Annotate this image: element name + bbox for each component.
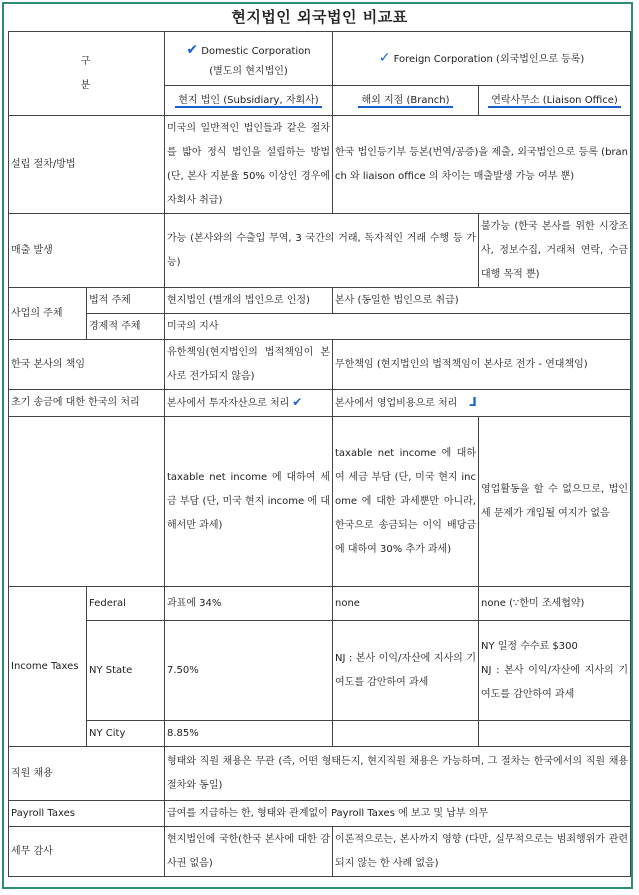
header-foreign — [333, 32, 631, 86]
row-audit-label: 세무 감사 — [9, 827, 165, 877]
row-remit-branch-liaison — [333, 390, 631, 417]
row-setup-subsidiary: 미국의 일반적인 법인들과 같은 절차를 밟아 정식 법인을 설립하는 방법 (단, 본사 지분율 50% 이상인 경우에 자회사 취급) — [165, 116, 333, 214]
row-remit-subsidiary-text: 본사에서 투자자산으로 처리 — [167, 398, 290, 409]
row-liability-subsidiary: 유한책임(현지법인의 법적책임이 본사로 전가되지 않음) — [165, 340, 333, 390]
row-setup-label: 설립 절차/방법 — [9, 116, 165, 214]
check-mark-icon: ✔ — [186, 41, 199, 58]
row-remit-label: 초기 송금에 대한 한국의 처리 — [9, 390, 165, 417]
row-hiring — [9, 747, 631, 801]
row-city-branch — [333, 721, 479, 747]
header-subsidiary — [165, 86, 333, 116]
row-entity-legal — [9, 288, 631, 314]
header-liaison — [479, 86, 631, 116]
row-federal-branch: none — [333, 587, 479, 621]
row-remit-subsidiary — [165, 390, 333, 417]
row-setup — [9, 116, 631, 214]
row-audit-branch-liaison: 이론적으로는, 본사까지 영향 (다만, 실무적으로는 범죄행위가 관련되지 않는 한 사례 없음) — [333, 827, 631, 877]
header-branch-label: 해외 지점 (Branch) — [358, 95, 452, 108]
row-state-label: NY State — [87, 621, 165, 721]
row-federal-label: Federal — [87, 587, 165, 621]
row-entity-econ-value: 미국의 지사 — [165, 314, 631, 340]
row-state-liaison — [479, 621, 631, 721]
row-city-liaison — [479, 721, 631, 747]
row-remit — [9, 390, 631, 417]
row-sales — [9, 214, 631, 288]
header-row — [9, 32, 631, 86]
row-hiring-label: 직원 채용 — [9, 747, 165, 801]
row-payroll-label: Payroll Taxes — [9, 801, 165, 827]
check-mark-icon: ✓ — [378, 49, 391, 66]
row-tax-federal — [9, 587, 631, 621]
row-federal-liaison: none (∵한미 조세협약) — [479, 587, 631, 621]
row-sales-label: 매출 발생 — [9, 214, 165, 288]
row-entity-label: 사업의 주체 — [9, 288, 87, 340]
row-taxbase-label — [9, 417, 165, 587]
row-payroll — [9, 801, 631, 827]
check-mark-icon: ✔ — [292, 395, 303, 409]
row-taxbase-subsidiary: taxable net income 에 대하여 세금 부담 (단, 미국 현지 income 에 대해서만 과세) — [165, 417, 333, 587]
row-taxbase-liaison: 영업활동을 할 수 없으므로, 법인세 문제가 개입될 여지가 없음 — [479, 417, 631, 587]
comparison-table — [8, 31, 631, 877]
page-title: 현지법인 외국법인 비교표 — [231, 8, 408, 26]
row-entity-legal-subsidiary: 현지법인 (별개의 법인으로 인정) — [165, 288, 333, 314]
check-mark-icon: ᒧ — [469, 395, 477, 409]
row-sales-sub-branch: 가능 (본사와의 수출입 무역, 3 국간의 거래, 독자적인 거래 수행 등 가능) — [165, 214, 479, 288]
row-state-liaison-nj: NJ : 본사 이익/자산에 지사의 기여도를 감안하여 과세 — [481, 664, 629, 700]
row-federal-subsidiary: 과표에 34% — [165, 587, 333, 621]
row-state-liaison-fee: NY 일정 수수료 $300 — [481, 640, 578, 652]
row-city-label: NY City — [87, 721, 165, 747]
header-subsidiary-label: 현지 법인 (Subsidiary, 자회사) — [175, 95, 321, 108]
row-hiring-value: 형태와 직원 채용은 무관 (즉, 어떤 형태든지, 현지직원 채용은 가능하며, 그 절차는 한국에서의 직원 채용 절차와 동일) — [165, 747, 631, 801]
row-sales-liaison: 불가능 (한국 본사를 위한 시장조사, 정보수집, 거래처 연락, 수금 대행 목적 뿐) — [479, 214, 631, 288]
row-tax-state — [9, 621, 631, 721]
row-state-subsidiary: 7.50% — [165, 621, 333, 721]
row-income-taxes-label: Income Taxes — [9, 587, 87, 747]
row-liability — [9, 340, 631, 390]
row-remit-branch-liaison-text: 본사에서 영업비용으로 처리 — [335, 398, 458, 409]
row-state-branch: NJ : 본사 이익/자산에 지사의 기여도를 감안하여 과세 — [333, 621, 479, 721]
header-gubun: 구 분 — [9, 32, 165, 116]
row-audit — [9, 827, 631, 877]
row-payroll-value: 급여를 지급하는 한, 형태와 관계없이 Payroll Taxes 에 보고 및 납부 의무 — [165, 801, 631, 827]
row-entity-econ-label: 경제적 주체 — [87, 314, 165, 340]
header-domestic-en: Domestic Corporation — [201, 45, 311, 57]
row-city-subsidiary: 8.85% — [165, 721, 333, 747]
header-domestic — [165, 32, 333, 86]
row-tax-city — [9, 721, 631, 747]
row-entity-econ — [9, 314, 631, 340]
header-branch — [333, 86, 479, 116]
row-setup-branch-liaison: 한국 법인등기부 등본(번역/공증)을 제출, 외국법인으로 등록 (branch 와 liaison office 의 차이는 매출발생 가능 여부 뿐) — [333, 116, 631, 214]
row-liability-label: 한국 본사의 책임 — [9, 340, 165, 390]
row-entity-legal-branch: 본사 (동일한 법인으로 취급) — [333, 288, 631, 314]
row-taxbase-branch: taxable net income 에 대하여 세금 부담 (단, 미국 현지 income 에 대한 과세뿐만 아니라, 한국으로 송금되는 이익 배당금에 대하여 30% 추가 과세) — [333, 417, 479, 587]
header-domestic-kr: (별도의 현지법인) — [209, 65, 288, 77]
row-liability-branch-liaison: 무한책임 (현지법인의 법적책임이 본사로 전가 - 연대책임) — [333, 340, 631, 390]
header-foreign-label: Foreign Corporation (외국법인으로 등록) — [393, 53, 585, 65]
row-taxbase — [9, 417, 631, 587]
row-entity-legal-label: 법적 주체 — [87, 288, 165, 314]
row-audit-subsidiary: 현지법인에 국한(한국 본사에 대한 감사권 없음) — [165, 827, 333, 877]
header-liaison-label: 연락사무소 (Liaison Office) — [488, 95, 621, 108]
